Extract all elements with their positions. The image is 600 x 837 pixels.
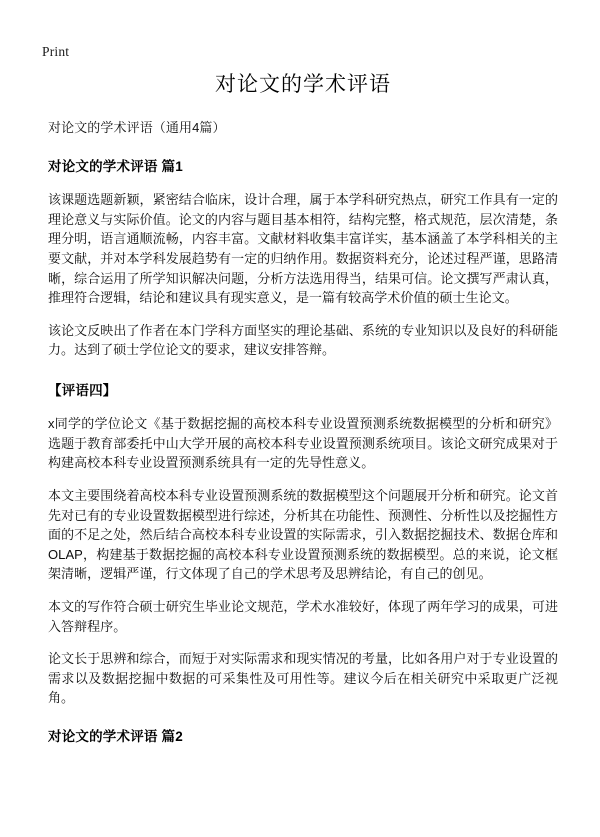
document-subtitle: 对论文的学术评语（通用4篇）: [48, 120, 226, 136]
section-2-paragraph-1: x同学的学位论文《基于数据挖掘的高校本科专业设置预测系统数据模型的分析和研究》选题于教育部委托中山大学开展的高校本科专业设置预测系统项目。该论文研究成果对于构建高校本科专业设置预测系统具有一定的先导性意义。: [48, 416, 558, 471]
print-label: Print: [42, 44, 70, 59]
section-1-paragraph-2: 该论文反映出了作者在本门学科方面坚实的理论基础、系统的专业知识以及良好的科研能力。达到了硕士学位论文的要求，建议安排答辩。: [48, 322, 558, 358]
page-bottom-spacer: [48, 747, 558, 837]
document-content: [0, 70, 600, 837]
page-title: 对论文的学术评语: [215, 73, 391, 96]
section-2-paragraph-4: 论文长于思辨和综合，而短于对实际需求和现实情况的考量，比如各用户对于专业设置的需求以及数据挖掘中数据的可采集性及可用性等。建议今后在相关研究中采取更广泛视角。: [48, 651, 558, 706]
section-heading-3: 对论文的学术评语 篇2: [48, 728, 183, 744]
section-2-paragraph-2: 本文主要围绕着高校本科专业设置预测系统的数据模型这个问题展开分析和研究。论文首先对已有的专业设置数据模型进行综述，分析其在功能性、预测性、分析性以及挖掘性方面的不足之处，然后结合高校本科专业设置的实际需求，引入数据挖掘技术、数据仓库和OLAP，构建基于数据挖掘的高校本科专业设置预测系统的数据模型。总的来说，论文框架清晰，逻辑严谨，行文体现了自己的学术思考及思辨结论，有自己的创见。: [48, 487, 558, 582]
section-heading-1: 对论文的学术评语 篇1: [48, 158, 183, 174]
section-1-paragraph-1: 该课题选题新颖，紧密结合临床，设计合理，属于本学科研究热点，研究工作具有一定的理论意义与实际价值。论文的内容与题目基本相符，结构完整，格式规范，层次清楚，条理分明，语言通顺流畅，内容丰富。文献材料收集丰富详实，基本涵盖了本学科相关的主要文献，并对本学科发展趋势有一定的归纳作用。数据资料充分，论述过程严谨，思路清晰，综合运用了所学知识解决问题，分析方法选用得当，结果可信。论文撰写严肃认真，推理符合逻辑，结论和建议具有现实意义，是一篇有较高学术价值的硕士生论文。: [48, 192, 558, 306]
section-2-paragraph-3: 本文的写作符合硕士研究生毕业论文规范，学术水准较好，体现了两年学习的成果，可进入答辩程序。: [48, 598, 558, 634]
section-heading-2: 【评语四】: [48, 382, 117, 398]
